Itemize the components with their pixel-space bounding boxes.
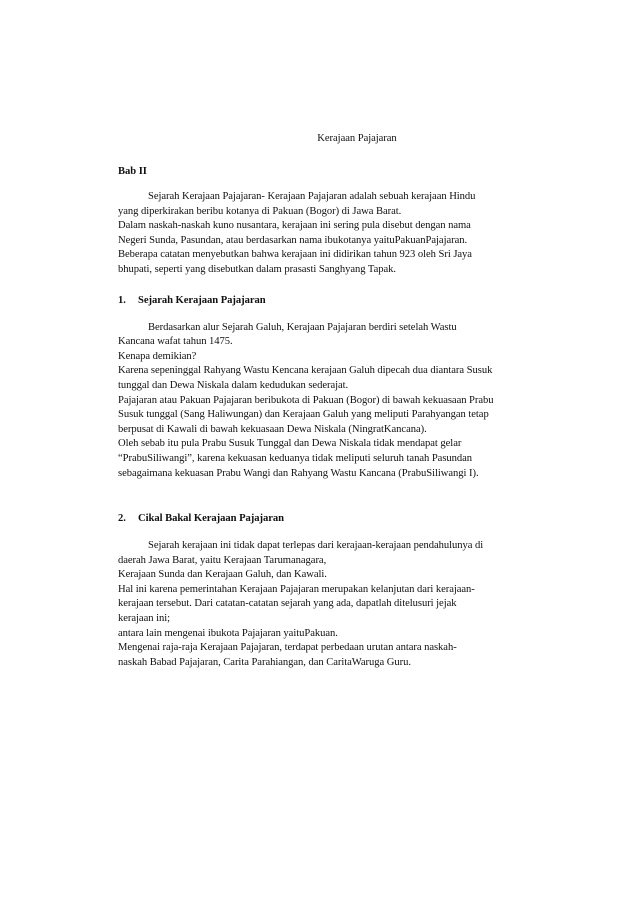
paragraph-line: Kerajaan Sunda dan Kerajaan Galuh, dan Kawali. bbox=[118, 569, 327, 581]
section-2-title: Cikal Bakal Kerajaan Pajajaran bbox=[138, 513, 284, 525]
paragraph-line: sebagaimana kekuasan Prabu Wangi dan Rahyang Wastu Kancana (PrabuSiliwangi I). bbox=[118, 467, 479, 479]
paragraph-line: Sejarah Kerajaan Pajajaran- Kerajaan Pajajaran adalah sebuah kerajaan Hindu bbox=[148, 191, 476, 202]
paragraph-line: tunggal dan Dewa Niskala dalam kedudukan sederajat. bbox=[118, 379, 349, 391]
section-2-body bbox=[118, 539, 558, 670]
paragraph-line: kerajaan tersebut. Dari catatan-catatan sejarah yang ada, dapatlah ditelusuri jejak bbox=[118, 598, 457, 610]
paragraph-line: daerah Jawa Barat, yaitu Kerajaan Tarumanagara, bbox=[118, 554, 327, 566]
paragraph-line: Dalam naskah-naskah kuno nusantara, kerajaan ini sering pula disebut dengan nama bbox=[118, 220, 471, 232]
paragraph-line: Kenapa demikian? bbox=[118, 350, 197, 362]
paragraph-line: Mengenai raja-raja Kerajaan Pajajaran, terdapat perbedaan urutan antara naskah- bbox=[118, 642, 457, 654]
paragraph-line: Oleh sebab itu pula Prabu Susuk Tunggal dan Dewa Niskala tidak mendapat gelar bbox=[118, 438, 462, 450]
section-2-number: 2. bbox=[118, 513, 126, 525]
paragraph-line: berpusat di Kawali di bawah kekuasaan Dewa Niskala (NingratKancana). bbox=[118, 423, 427, 435]
paragraph-line: antara lain mengenai ibukota Pajajaran yaituPakuan. bbox=[118, 627, 338, 639]
paragraph-line: Beberapa catatan menyebutkan bahwa kerajaan ini didirikan tahun 923 oleh Sri Jaya bbox=[118, 249, 472, 261]
paragraph-line: Kancana wafat tahun 1475. bbox=[118, 336, 233, 348]
paragraph-line: Hal ini karena pemerintahan Kerajaan Pajajaran merupakan kelanjutan dari kerajaan- bbox=[118, 583, 475, 595]
paragraph-line: Negeri Sunda, Pasundan, atau berdasarkan nama ibukotanya yaituPakuanPajajaran. bbox=[118, 234, 468, 246]
page-title: Kerajaan Pajajaran bbox=[317, 133, 397, 144]
section-1-heading bbox=[118, 294, 558, 309]
document-body bbox=[118, 132, 558, 670]
paragraph-line: Pajajaran atau Pakuan Pajajaran beribukota di Pakuan (Bogor) di bawah kekuasaan Prabu bbox=[118, 394, 494, 406]
chapter-label: Bab II bbox=[118, 166, 147, 177]
paragraph-line: kerajaan ini; bbox=[118, 613, 170, 625]
paragraph-line: yang diperkirakan beribu kotanya di Pakuan (Bogor) di Jawa Barat. bbox=[118, 205, 402, 217]
paragraph-line: “PrabuSiliwangi”, karena kekuasan keduanya tidak meliputi seluruh tanah Pasundan bbox=[118, 452, 473, 464]
section-1-title: Sejarah Kerajaan Pajajaran bbox=[138, 294, 266, 306]
section-2-heading bbox=[118, 512, 558, 527]
section-1-body bbox=[118, 321, 558, 482]
paragraph-line: bhupati, seperti yang disebutkan dalam prasasti Sanghyang Tapak. bbox=[118, 263, 397, 275]
paragraph-line: Sejarah kerajaan ini tidak dapat terlepas dari kerajaan-kerajaan pendahulunya di bbox=[148, 540, 484, 552]
paragraph-line: naskah Babad Pajajaran, Carita Parahiangan, dan CaritaWaruga Guru. bbox=[118, 656, 411, 668]
section-1-number: 1. bbox=[118, 294, 126, 306]
paragraph-line: Karena sepeninggal Rahyang Wastu Kencana kerajaan Galuh dipecah dua diantara Susuk bbox=[118, 365, 493, 377]
paragraph-line: Berdasarkan alur Sejarah Galuh, Kerajaan Pajajaran berdiri setelah Wastu bbox=[148, 321, 457, 333]
intro-paragraph bbox=[118, 190, 558, 278]
paragraph-line: Susuk tunggal (Sang Haliwungan) dan Kerajaan Galuh yang meliputi Parahyangan tetap bbox=[118, 409, 489, 421]
